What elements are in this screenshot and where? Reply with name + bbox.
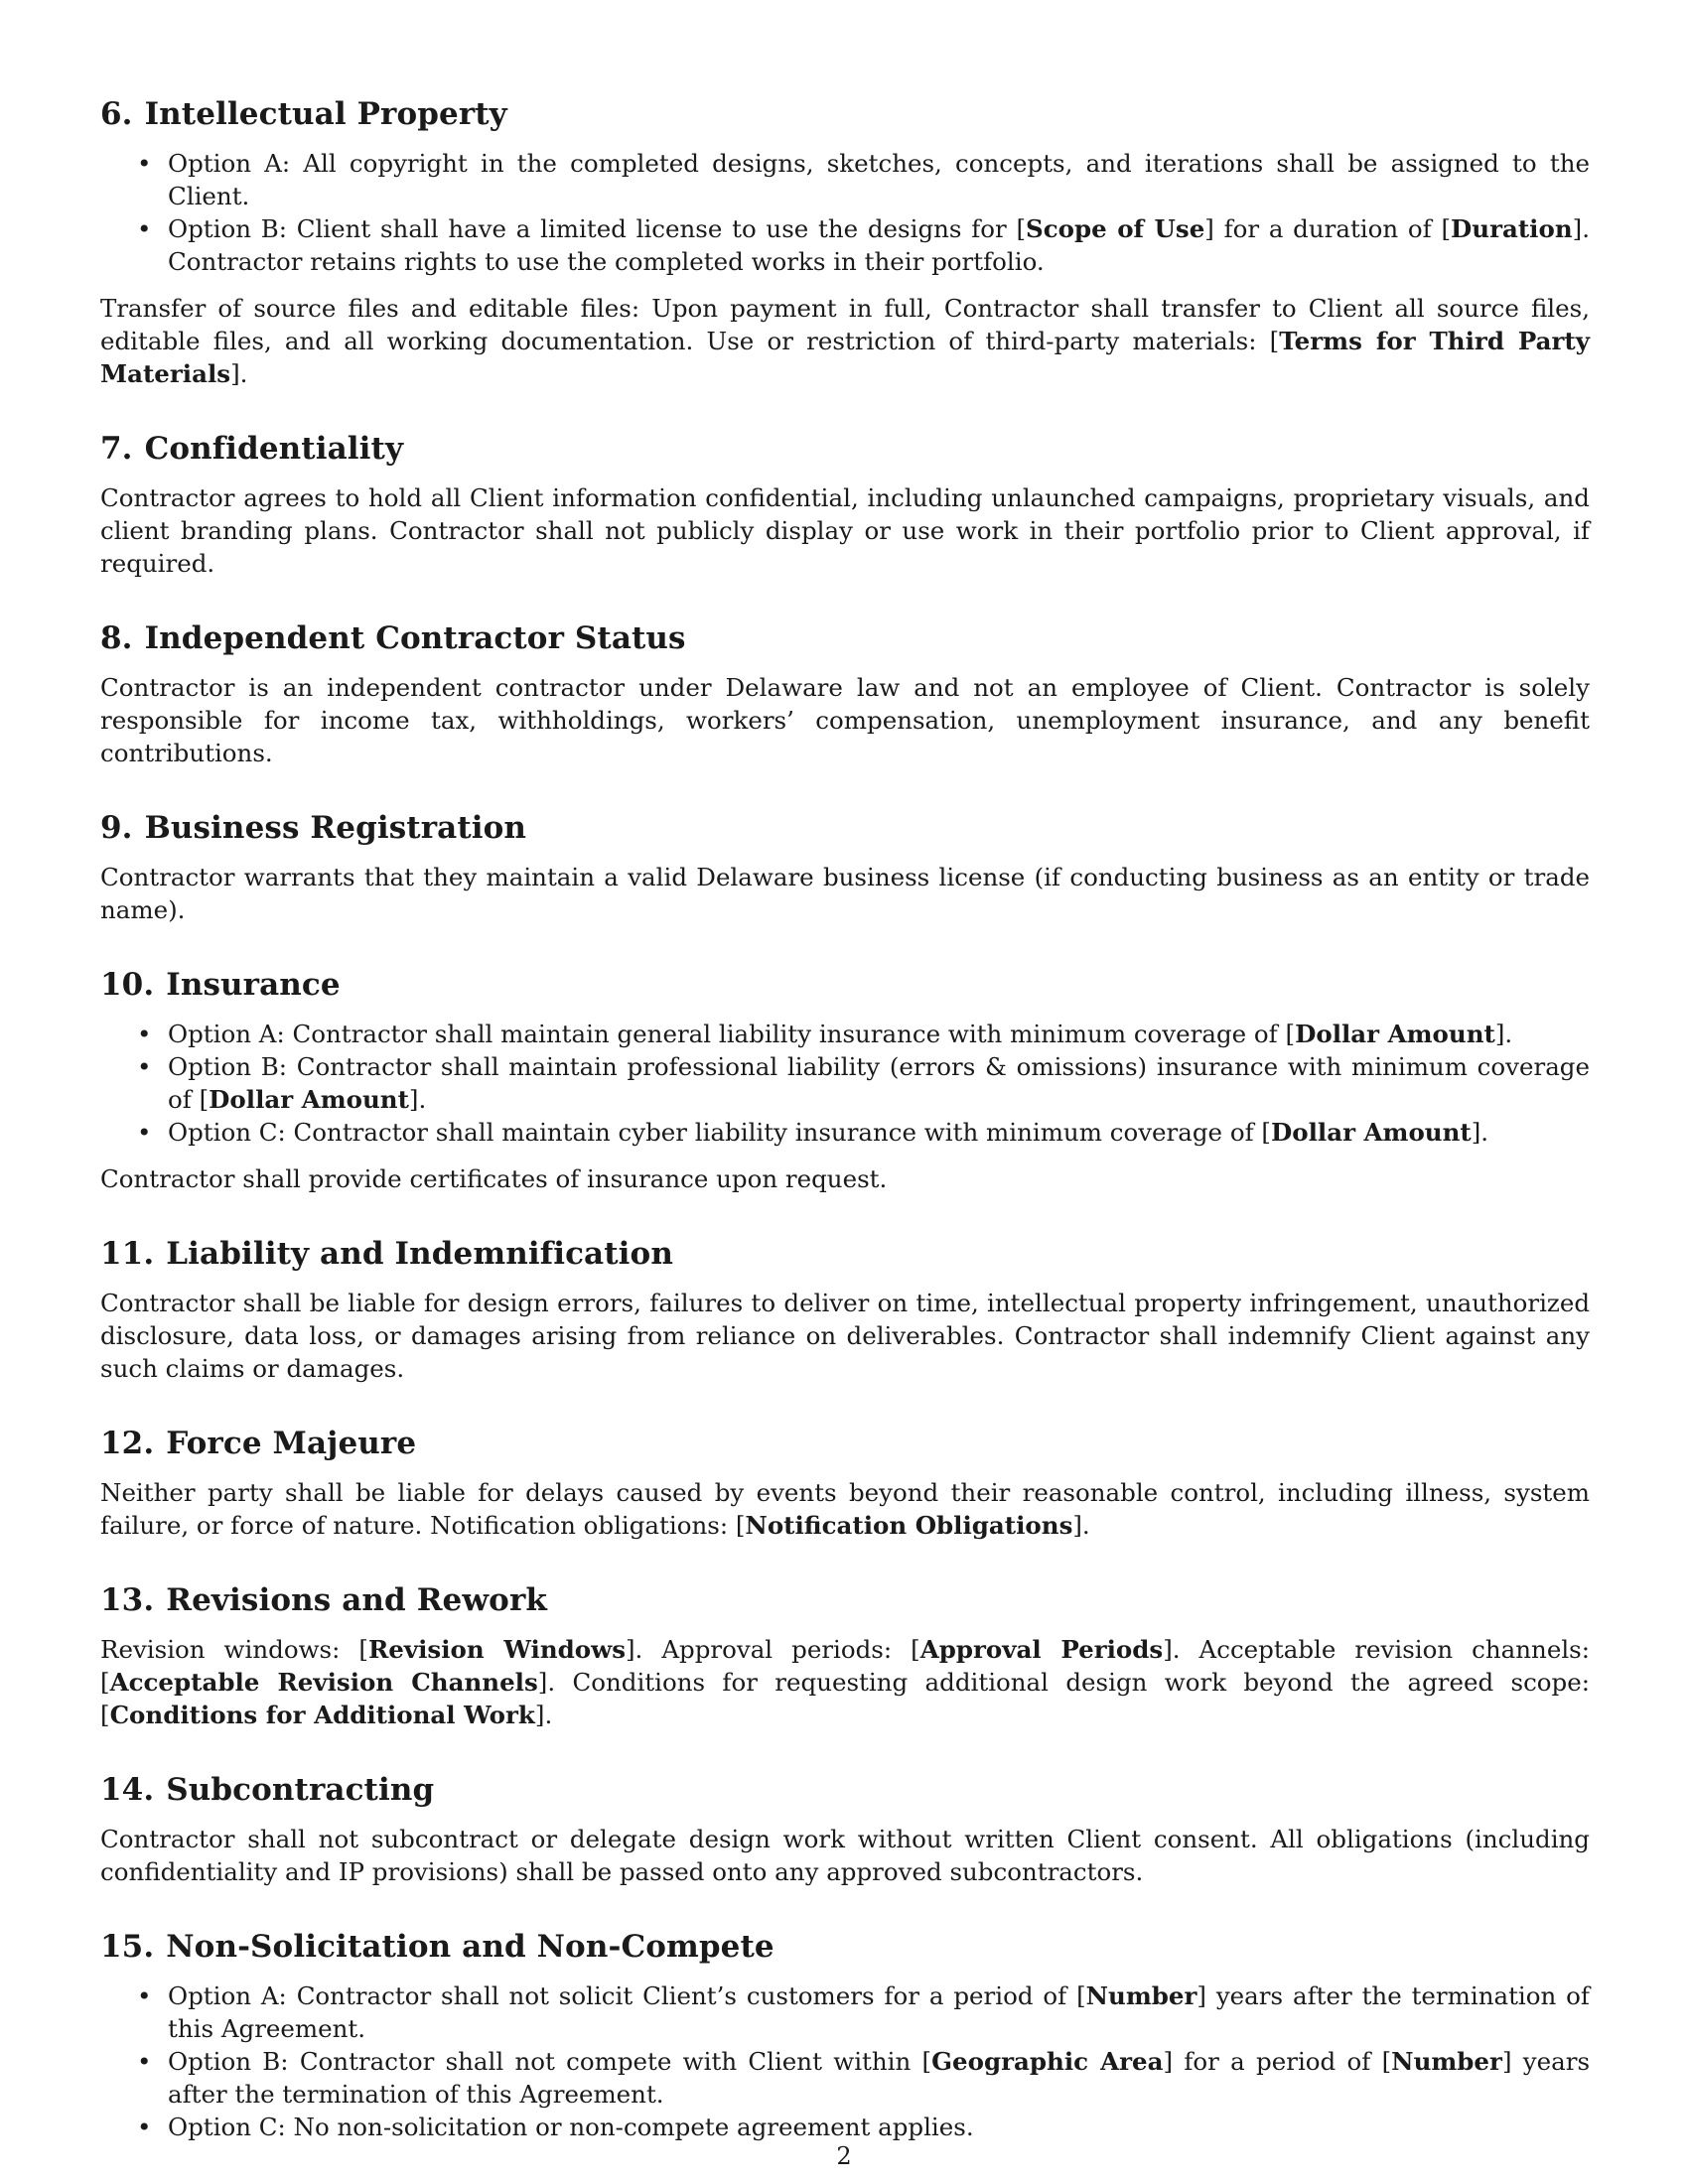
section-title: Non-Solicitation and Non-Compete [166,1929,774,1965]
section-title: Revisions and Rework [166,1582,547,1618]
paragraph [100,1287,1590,1385]
text-segment: ] years after the termination of this Agreement. [168,1981,1590,2043]
paragraph [100,481,1590,580]
bullet-icon: • [137,2047,152,2076]
text-segment: ]. [1494,1020,1513,1048]
text-segment: ]. [534,1701,553,1729]
text-segment: ] for a duration of [ [1204,214,1452,243]
placeholder-field: Revision Windows [367,1635,626,1664]
section-non-solicitation-and-non-compete [100,1928,1590,2143]
paragraph [100,671,1590,769]
text-segment: Revision windows: [ [100,1635,368,1664]
section-number: 6. [100,96,133,132]
section-number: 8. [100,620,133,656]
section-number: 12. [100,1426,155,1461]
list-item [100,212,1590,278]
section-business-registration [100,809,1590,926]
text-segment: Contractor shall be liable for design errors, failures to deliver on time, intellectual property infringement, unauthorized disclosure, data loss, or damages arising from reliance on deliverables. Contractor shall indemnify Client against any such claims or damages. [100,1289,1590,1383]
list-item [100,2045,1590,2111]
section-force-majeure [100,1425,1590,1542]
section-revisions-and-rework [100,1581,1590,1731]
paragraph [100,1633,1590,1731]
text-segment: ]. [230,359,248,388]
text-segment: Option A: Contractor shall not solicit Client’s customers for a period of [ [168,1981,1086,2010]
text-segment: Option A: All copyright in the completed designs, sketches, concepts, and iterations shall be assigned to the Client. [168,149,1590,210]
section-independent-contractor-status [100,619,1590,769]
bullet-icon: • [137,149,152,178]
section-liability-and-indemnification [100,1235,1590,1385]
section-heading [100,809,1590,847]
placeholder-field: Terms for Third Party Materials [100,327,1590,388]
list-item [100,147,1590,212]
section-title: Liability and Indemnification [166,1236,673,1272]
section-title: Independent Contractor Status [144,620,686,656]
section-title: Business Registration [144,810,527,846]
text-segment: ]. [1471,1118,1489,1147]
text-segment: ]. Approval periods: [ [625,1635,920,1664]
text-segment: Option B: Contractor shall not compete with Client within [ [168,2047,932,2076]
section-heading [100,1928,1590,1966]
section-title: Force Majeure [166,1426,417,1461]
text-segment: Neither party shall be liable for delays caused by events beyond their reasonable control, including illness, system failure, or force of nature. Notification obligations: [ [100,1478,1590,1540]
section-heading [100,430,1590,468]
section-intellectual-property [100,95,1590,390]
list-item [100,1050,1590,1116]
text-segment: Option A: Contractor shall maintain general liability insurance with minimum coverage of [ [168,1020,1296,1048]
list-item [100,1018,1590,1050]
section-number: 15. [100,1929,155,1965]
placeholder-field: Number [1391,2047,1502,2076]
placeholder-field: Conditions for Additional Work [109,1701,535,1729]
placeholder-field: Duration [1451,214,1573,243]
paragraph [100,861,1590,926]
bullet-icon: • [137,2113,152,2141]
document-body [100,95,1590,2143]
section-title: Confidentiality [144,431,404,467]
bullet-icon: • [137,1052,152,1081]
text-segment: Contractor is an independent contractor under Delaware law and not an employee of Client. Contractor is solely responsible for income tax, withholdings, workers’ compensation, unemployment insurance, and any benefit contributions. [100,673,1590,767]
bullet-icon: • [137,1118,152,1147]
list-item [100,1116,1590,1149]
section-insurance [100,966,1590,1195]
text-segment: ]. [1072,1511,1090,1540]
section-heading [100,95,1590,133]
bullet-icon: • [137,1981,152,2010]
placeholder-field: Acceptable Revision Channels [109,1668,538,1697]
section-heading [100,1581,1590,1619]
text-segment: Option B: Client shall have a limited license to use the designs for [ [168,214,1027,243]
text-segment: ] for a period of [ [1163,2047,1392,2076]
section-heading [100,1771,1590,1809]
page-number: 2 [836,2142,852,2170]
section-heading [100,966,1590,1004]
placeholder-field: Dollar Amount [1271,1118,1472,1147]
section-heading [100,1425,1590,1462]
section-number: 11. [100,1236,155,1272]
text-segment: ] years after the termination of this Agreement. [168,2047,1591,2109]
text-segment: Contractor shall provide certificates of insurance upon request. [100,1164,888,1193]
section-title: Insurance [166,967,341,1003]
option-list [100,1979,1590,2143]
text-segment: ]. [408,1085,427,1114]
text-segment: ]. Conditions for requesting additional design work beyond the agreed scope: [ [100,1668,1590,1729]
option-list [100,1018,1590,1149]
section-number: 7. [100,431,133,467]
text-segment: Contractor agrees to hold all Client information confidential, including unlaunched campaigns, proprietary visuals, and client branding plans. Contractor shall not publicly display or use work in their portfolio prior to Client approval, if required. [100,483,1590,578]
list-item [100,1979,1590,2045]
placeholder-field: Dollar Amount [1295,1020,1495,1048]
paragraph [100,1823,1590,1888]
text-segment: Option C: Contractor shall maintain cyber liability insurance with minimum coverage of [ [168,1118,1271,1147]
paragraph [100,292,1590,390]
text-segment: Option C: No non-solicitation or non-compete agreement applies. [168,2113,974,2141]
section-title: Intellectual Property [144,96,507,132]
section-number: 14. [100,1772,155,1808]
placeholder-field: Notification Obligations [745,1511,1073,1540]
list-item [100,2111,1590,2143]
section-subcontracting [100,1771,1590,1888]
paragraph [100,1162,1590,1195]
section-title: Subcontracting [166,1772,435,1808]
option-list [100,147,1590,278]
placeholder-field: Geographic Area [931,2047,1164,2076]
placeholder-field: Dollar Amount [209,1085,409,1114]
text-segment: ]. Acceptable revision channels: [ [100,1635,1590,1697]
section-number: 13. [100,1582,155,1618]
paragraph [100,1476,1590,1542]
section-heading [100,1235,1590,1273]
text-segment: ]. Contractor retains rights to use the completed works in their portfolio. [168,214,1590,276]
section-number: 9. [100,810,133,846]
text-segment: Contractor shall not subcontract or delegate design work without written Client consent. All obligations (including confidentiality and IP provisions) shall be passed onto any approved subcontractors. [100,1825,1590,1886]
placeholder-field: Approval Periods [919,1635,1164,1664]
placeholder-field: Scope of Use [1026,214,1205,243]
section-confidentiality [100,430,1590,580]
text-segment: Contractor warrants that they maintain a valid Delaware business license (if conducting business as an entity or trade name). [100,863,1590,924]
section-heading [100,619,1590,657]
bullet-icon: • [137,1020,152,1048]
text-segment: Option B: Contractor shall maintain professional liability (errors & omissions) insurance with minimum coverage of [ [168,1052,1590,1114]
text-segment: Transfer of source files and editable files: Upon payment in full, Contractor shall transfer to Client all source files, editable files, and all working documentation. Use or restriction of third-party materials: [ [100,294,1590,355]
section-number: 10. [100,967,155,1003]
bullet-icon: • [137,214,152,243]
placeholder-field: Number [1085,1981,1197,2010]
